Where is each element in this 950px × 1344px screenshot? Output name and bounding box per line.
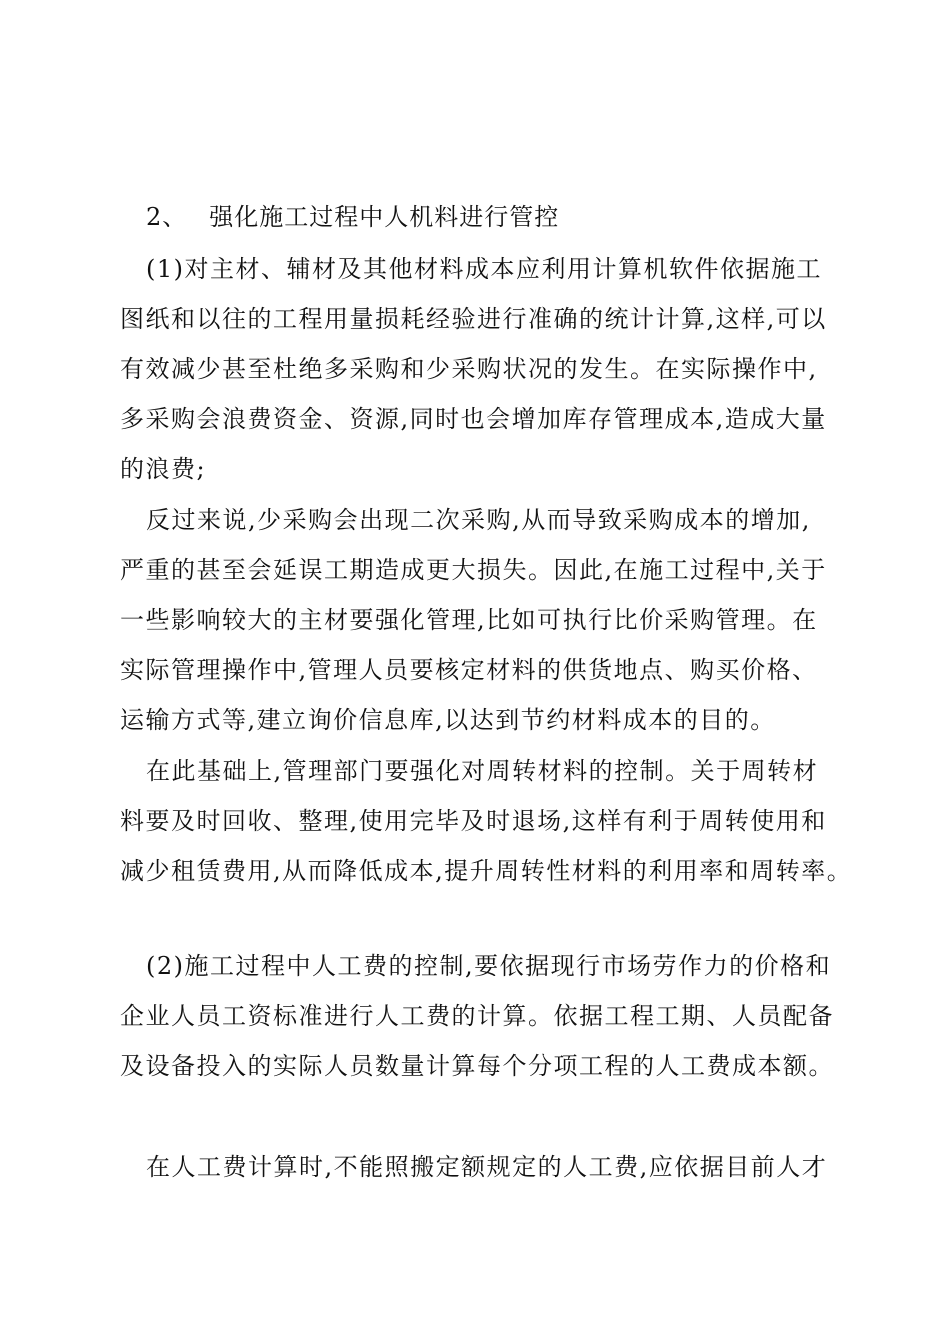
paragraph-3-line-1: 在此基础上,管理部门要强化对周转材料的控制。关于周转材 — [146, 757, 819, 785]
paragraph-1-line-3: 有效减少甚至杜绝多采购和少采购状况的发生。在实际操作中, — [120, 355, 818, 383]
paragraph-4-line-1: (2)施工过程中人工费的控制,要依据现行市场劳作力的价格和 — [146, 952, 832, 980]
paragraph-2-line-5: 运输方式等,建立询价信息库,以达到节约材料成本的目的。 — [120, 706, 776, 734]
paragraph-2-line-3: 一些影响较大的主材要强化管理,比如可执行比价采购管理。在 — [120, 606, 818, 634]
paragraph-1-line-2: 图纸和以往的工程用量损耗经验进行准确的统计计算,这样,可以 — [120, 305, 827, 333]
paragraph-3-line-3: 减少租赁费用,从而降低成本,提升周转性材料的利用率和周转率。 — [120, 857, 853, 885]
section-title: 强化施工过程中人机料进行管控 — [209, 203, 560, 231]
section-heading — [146, 202, 559, 232]
paragraph-4-line-3: 及设备投入的实际人员数量计算每个分项工程的人工费成本额。 — [120, 1052, 834, 1080]
paragraph-1-line-5: 的浪费; — [120, 455, 207, 483]
paragraph-5-line-1: 在人工费计算时,不能照搬定额规定的人工费,应依据目前人才 — [146, 1153, 828, 1181]
paragraph-2-line-2: 严重的甚至会延误工期造成更大损失。因此,在施工过程中,关于 — [120, 556, 827, 584]
paragraph-2-line-4: 实际管理操作中,管理人员要核定材料的供货地点、购买价格、 — [120, 656, 818, 684]
section-number: 2、 — [146, 203, 188, 231]
paragraph-1-line-4: 多采购会浪费资金、资源,同时也会增加库存管理成本,造成大量 — [120, 405, 827, 433]
paragraph-4-line-2: 企业人员工资标准进行人工费的计算。依据工程工期、人员配备 — [120, 1002, 834, 1030]
paragraph-2-line-1: 反过来说,少采购会出现二次采购,从而导致采购成本的增加, — [146, 506, 811, 534]
paragraph-1-line-1: (1)对主材、辅材及其他材料成本应利用计算机软件依据施工 — [146, 255, 822, 283]
paragraph-3-line-2: 料要及时回收、整理,使用完毕及时退场,这样有利于周转使用和 — [120, 807, 827, 835]
